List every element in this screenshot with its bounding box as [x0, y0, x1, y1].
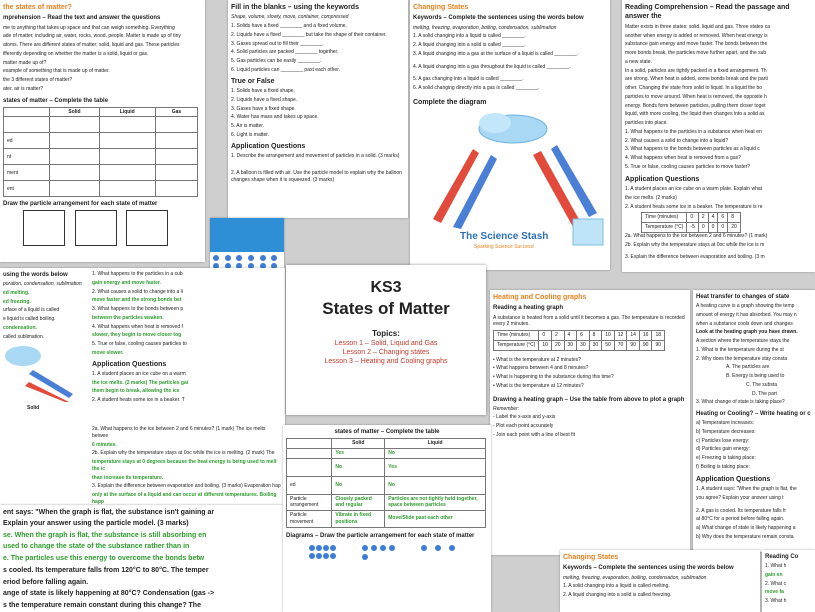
bottom-line: s the temperature remain constant during this change? The — [3, 601, 201, 609]
table-cell: 0 — [708, 223, 718, 233]
table-row-label — [4, 117, 50, 133]
hc-item: e) Freezing is taking place: — [696, 455, 756, 462]
reading-line: another when energy is added or removed. When heat energy is — [625, 32, 768, 39]
table-cell: 2 — [551, 331, 564, 341]
row-solid: No — [332, 476, 385, 494]
table-cell: 8 — [728, 213, 741, 223]
sheet-heading: the states of matter? — [3, 4, 72, 11]
hc-item: c) Particles lose energy: — [696, 437, 750, 444]
tf-item: 6. Light is matter. — [231, 131, 270, 138]
sheet-changing-states — [410, 0, 610, 270]
question: example of something that is made up of matter. — [3, 68, 110, 75]
changing-answer-item: 2. A liquid changing into a solid is called freezing. — [563, 592, 672, 599]
comprehension-heading: mprehension – Read the text and answer the questions — [3, 15, 161, 22]
diagram-box — [23, 210, 65, 246]
reading-line: other. Changing the state from solid to liquid. In a liquid the bo — [625, 85, 763, 92]
text-line: ade of matter, including air, water, rocks, wood, people. Matter is made up of tiny — [3, 33, 181, 40]
reading-more: 2b. Explain why the temperature stays at 0oc while the ice is m — [625, 241, 765, 248]
bottom-line: Explain your answer using the particle model. (3 marks) — [3, 520, 189, 528]
lesson-item: Lesson 3 – Heating and Cooling graphs — [324, 358, 448, 365]
heat-line: 2. Why does the temperature stay consta — [696, 355, 788, 362]
row-solid: Closely packed and regular — [332, 494, 385, 511]
row-label: Particle movement — [287, 511, 332, 528]
heat-line: Look at the heating graph you have drawn. — [696, 329, 798, 336]
fill-item: 6. Liquid particles can ________ past each other. — [231, 66, 340, 73]
answers-app-item: 2. A student heats some ice in a beaker. T — [92, 397, 185, 404]
table-row — [287, 511, 486, 528]
solid-label: Solid — [27, 405, 40, 412]
lesson-item: Lesson 1 – Solid, Liquid and Gas — [334, 340, 438, 347]
sheet-answers-left — [0, 268, 285, 508]
particles-liquid — [359, 542, 398, 563]
table-cell: 30 — [589, 340, 602, 350]
particle-diagrams — [286, 542, 488, 563]
sheet-changing-answers — [560, 550, 760, 612]
bottom-line: se. When the graph is flat, the substance is still absorbing en — [3, 531, 207, 539]
heat-app-item: at 80°C for a period before falling again. — [696, 516, 785, 523]
answer-item: urface of a liquid is called — [3, 307, 60, 314]
water-image — [210, 218, 284, 252]
draw-item: - Plot each point accurately — [493, 423, 554, 430]
brand-logo — [460, 230, 548, 250]
reading-line: are strong. When heat is added, some bonds break and the parti — [625, 76, 768, 83]
table-row-label: nt — [4, 149, 50, 165]
fill-item: 3. Gases spread out to fill their ________. — [231, 40, 324, 47]
row-solid: Vibrate in fixed positions — [332, 511, 385, 528]
heat-app-item: a) What change of state is likely happening a — [696, 525, 796, 532]
table-cell: 8 — [589, 331, 602, 341]
answer-text: move slower. — [92, 349, 124, 356]
reading-line: energy. Bonds form between particles, pulling them closer toget — [625, 102, 766, 109]
app-item: 2. A balloon is filled with air. Use the particle model to explain why the balloon changes shape when it is squeezed. (3 marks) — [231, 169, 402, 183]
fill-item: 4. Solid particles are packed ________ together. — [231, 49, 339, 56]
reading-question: 2. What causes a solid to change into a liquid? — [625, 137, 729, 144]
tf-item: 1. Solids have a fixed shape. — [231, 88, 295, 95]
table-cell: 0 — [698, 223, 708, 233]
table-cell: 90 — [639, 340, 652, 350]
heat-line: 1. What is the temperature during the st — [696, 346, 784, 353]
diagram-heading: Draw the particle arrangement for each state of matter — [3, 201, 158, 208]
fill-heading: Fill in the blanks – using the keywords — [231, 4, 359, 11]
answer-question: 3. What happens to the bonds between p — [92, 306, 184, 312]
answer-item: ed freezing. — [3, 298, 31, 305]
question: ater, air is matter? — [3, 85, 44, 92]
table-cell: 20 — [728, 223, 741, 233]
hc-item: f) Boiling is taking place: — [696, 463, 750, 470]
heat-line: A section where the temperature stays the — [696, 338, 790, 345]
changing-item: 2. A liquid changing into a solid is called ________. — [413, 42, 526, 49]
table-cell: 14 — [627, 331, 640, 341]
brand-name: The Science Stash — [460, 231, 549, 242]
bottom-line: ent says: "When the graph is flat, the substance isn't gaining ar — [3, 509, 215, 516]
table-row-label: ed — [4, 133, 50, 149]
tf-item: 2. Liquids have a fixed shape. — [231, 96, 298, 103]
table-label: Temperature (°C) — [642, 223, 687, 233]
row-label — [287, 458, 332, 476]
answers-app-item: 3. Explain the difference between evaporation and boiling. (3 marks) Evaporation hap — [92, 483, 281, 490]
table-cell: 10 — [539, 340, 552, 350]
table-label: Time (minutes) — [642, 213, 687, 223]
answers-keywords: poration, condensation, sublimation — [3, 281, 82, 288]
reading-question: 3. What happens to the bonds between particles as a liquid c — [625, 146, 760, 153]
text-line: ifferently depending on whether the matter is a solid, liquid or gas. — [3, 50, 149, 57]
title-ks3: KS3 — [370, 279, 402, 296]
text-line: atoms. There are different states of matter; solid, liquid and gas. These particles — [3, 42, 180, 49]
row-liquid: Yes — [385, 458, 486, 476]
ice-temperature-table — [641, 212, 741, 233]
table-row-label: ent — [4, 181, 50, 197]
answers-app-item: 6 minutes. — [92, 441, 117, 448]
changing-title: Changing States — [413, 4, 469, 11]
heating-subheading: Reading a heating graph — [493, 305, 564, 312]
answers-app-item: them begin to break, allowing the ice — [92, 388, 180, 395]
changing-answer-item: 1. A solid changing into a liquid is called melting. — [563, 583, 670, 590]
arrow-down-blue-icon — [453, 155, 497, 229]
reading-more: 2a. What happens to the ice between 2 and 6 minutes? (1 mark) — [625, 232, 768, 239]
changing-states-diagram — [413, 109, 607, 249]
table-cell: 0 — [718, 223, 728, 233]
heat-line: A. The particles are — [726, 364, 770, 371]
heat-app-heading: Application Questions — [696, 475, 771, 483]
sheet-states-of-matter — [0, 0, 205, 262]
sheet-answer-table — [283, 425, 491, 612]
table-cell: 16 — [639, 331, 652, 341]
answer-diagram-heading: Diagrams – Draw the particle arrangement for each state of matter — [286, 532, 475, 539]
table-row-label: ment — [4, 165, 50, 181]
hc-item: a) Temperature increases: — [696, 420, 754, 427]
bottom-line: ange of state is likely happening at 80°C? Condensation (gas -> — [3, 590, 215, 598]
sheet-fill-blanks — [228, 0, 408, 218]
right-bottom-item: 1. What h — [765, 563, 787, 570]
heating-question: • What is the temperature at 2 minutes? — [493, 356, 581, 363]
table-cell: 30 — [577, 340, 590, 350]
table-label: Temperature (°C) — [494, 340, 539, 350]
hc-item: d) Particles gain energy: — [696, 446, 750, 453]
brand-tagline: Sparking Science Success! — [473, 243, 535, 250]
heat-line: B. Energy is being used to — [726, 373, 785, 380]
table-header: Liquid — [385, 439, 486, 449]
right-bottom-item: 2. What c — [765, 580, 787, 587]
table-cell: 0 — [539, 331, 552, 341]
reading-line: In a solid, particles are tightly packed in a fixed arrangement. Th — [625, 67, 767, 74]
diagram-box — [126, 210, 168, 246]
answer-question: 1. What happens to the particles in a sub — [92, 271, 183, 277]
heating-title: Heating and Cooling graphs — [493, 294, 587, 301]
reading-question: 5. True or false, cooling causes particles to move faster? — [625, 163, 751, 170]
tf-item: 3. Gases have a fixed shape. — [231, 105, 296, 112]
row-solid: Yes — [332, 448, 385, 458]
fill-keywords: Shape, volume, slowly, move, container, compressed — [231, 14, 349, 21]
answer-item: e liquid is called boiling. — [3, 316, 56, 323]
changing-item: 3. A liquid changing into a gas at the surface of a liquid is called ________. — [413, 50, 579, 57]
answer-item: called sublimation. — [3, 333, 45, 340]
fill-item: 2. Liquids have a fixed ________ but take the shape of their container. — [231, 31, 387, 38]
bottom-line: used to change the state of the substance rather than in — [3, 543, 190, 551]
row-solid: No — [332, 458, 385, 476]
table-cell: 30 — [564, 340, 577, 350]
row-liquid: Particles are not tightly held together, space between particles — [385, 494, 486, 511]
answer-item: ed melting. — [3, 289, 30, 296]
reading-line: particles to move around. When heat is removed, the opposite h — [625, 93, 767, 100]
lesson-item: Lesson 2 – Changing states — [342, 349, 430, 356]
sheet-reading-comprehension — [622, 0, 815, 272]
reading-app-item: the ice melts. (2 marks) — [625, 194, 677, 201]
right-bottom-item: 3. What h — [765, 598, 787, 605]
heat-line: when a substance cools down and changes — [696, 320, 793, 327]
answers-app-heading: Application Questions — [92, 360, 167, 368]
right-bottom-heading: Reading Co — [765, 554, 799, 560]
table-cell: 12 — [614, 331, 627, 341]
answer-question: 4. What happens when heat is removed f — [92, 323, 183, 330]
table-cell: 18 — [652, 331, 665, 341]
table-cell: 90 — [652, 340, 665, 350]
table-cell: 0 — [687, 213, 698, 223]
topics-label: Topics: — [372, 329, 400, 338]
table-header: Solid — [50, 107, 99, 117]
reading-line: Matter exists in three states: solid, liquid and gas. Three states ca — [625, 23, 770, 30]
table-cell: 2 — [698, 213, 708, 223]
heating-question: • What is happening to the substance during this time? — [493, 374, 614, 381]
heating-table — [493, 330, 665, 351]
row-label: Particle arrangement — [287, 494, 332, 511]
heat-line: amount of energy it has absorbed. You may n — [696, 311, 797, 318]
answers-keywords-col — [3, 271, 91, 414]
heating-question: • What is the temperature at 12 minutes? — [493, 382, 584, 389]
heat-line: C. The substa — [746, 381, 778, 388]
sheet-bottom-left — [0, 505, 283, 612]
right-bottom-item: move fa — [765, 589, 784, 596]
arrow-up-red-icon — [433, 149, 479, 223]
answer-text: slower, they begin to move closer tog — [92, 332, 182, 339]
changing-item: 1. A solid changing into a liquid is called ________. — [413, 33, 526, 40]
cloud-icon — [5, 346, 41, 366]
heat-line: A heating curve is a graph showing the temp — [696, 303, 795, 310]
heat-app-item: 2. A gas is cooled. Its temperature falls fr — [696, 507, 787, 514]
reading-line: a new state. — [625, 58, 652, 65]
sheet-heating-graphs — [490, 290, 690, 555]
table-header: Solid — [332, 439, 385, 449]
reading-line: more bonds break, the particles move further apart, and the sub — [625, 50, 767, 57]
reading-app-item: 1. A student places an ice cube on a warm plate. Explain what — [625, 186, 763, 193]
bottom-line: eriod before falling again. — [3, 578, 89, 586]
tf-heading: True or False — [231, 77, 275, 85]
answer-states-table — [286, 438, 486, 528]
answers-app-item: 2b. Explain why the temperature stays at 0oc while the ice is melting. (2 mark) The — [92, 450, 275, 457]
changing-item: 5. A gas changing into a liquid is called ________. — [413, 76, 524, 83]
states-table — [3, 107, 198, 198]
answers-app-item: 1. A student places an ice cube on a warm — [92, 370, 186, 377]
row-liquid: No — [385, 476, 486, 494]
reading-app-heading: Application Questions — [625, 175, 700, 183]
table-header: Gas — [155, 107, 197, 117]
reading-question: 4. What happens when heat is removed from a gas? — [625, 155, 741, 162]
title-card — [286, 265, 486, 415]
changing-item: 4. A liquid changing into a gas throughout the liquid is called ________. — [413, 63, 571, 70]
changing-answers-heading: Keywords – Complete the sentences using the words below — [563, 565, 734, 572]
table-header: Liquid — [99, 107, 155, 117]
answers-app-item: only at the surface of a liquid and can occur at different temperatures. Boiling happ — [92, 492, 277, 505]
draw-item: - Label the x-axis and y-axis — [493, 414, 556, 421]
table-cell: 20 — [551, 340, 564, 350]
tf-item: 4. Water has mass and takes up space. — [231, 114, 319, 121]
row-label — [287, 448, 332, 458]
table-cell: -5 — [687, 223, 698, 233]
fill-item: 1. Solids have a fixed ________ and a fixed volume. — [231, 23, 347, 30]
changing-answers-keywords: melting, freezing, evaporation, boiling, condensation, sublimation — [563, 574, 707, 581]
particles-gas — [418, 542, 458, 563]
table-cell: 4 — [564, 331, 577, 341]
heat-app-item: you agree? Explain your answer using t — [696, 494, 784, 501]
table-corner — [4, 107, 50, 117]
draw-item: Remember: — [493, 405, 520, 412]
answers-questions-col — [92, 271, 282, 406]
table-row — [287, 494, 486, 511]
changing-item: 6. A solid changing directly into a gas is called ________. — [413, 85, 540, 92]
heat-line: D. The part — [752, 390, 777, 397]
heating-intro: A substance is heated from a solid until it becomes a gas. The temperature is recorded every 2 minutes. — [493, 314, 685, 328]
bottom-line: s cooled. Its temperature falls from 120°C to 80°C. The temper — [3, 567, 209, 575]
draw-item: - Join each point with a line of best fit — [493, 431, 575, 438]
answers-app-item: temperature stays at 0 degrees because the heat energy is being used to melt the ic — [92, 459, 277, 472]
fill-item: 5. Gas particles can be easily ________. — [231, 58, 322, 65]
arrow-right-blue-icon — [551, 145, 597, 217]
app-item: 1. Describe the arrangement and movement of particles in a solid. (3 marks) — [231, 153, 400, 160]
changing-keywords-heading: Keywords – Complete the sentences using the words below — [413, 15, 584, 22]
table-cell: 6 — [577, 331, 590, 341]
table-label: Time (minutes) — [494, 331, 539, 341]
table-cell: 4 — [708, 213, 718, 223]
reading-more: 3. Explain the difference between evaporation and boiling. (3 m — [625, 254, 765, 261]
table-row — [287, 458, 486, 476]
text-line: me to anything that takes up space and that can weigh something. Everything — [3, 24, 175, 31]
heat-heading: Heat transfer to changes of state — [696, 294, 790, 300]
answer-text: between the particles weaken. — [92, 314, 164, 321]
answer-text: move faster and the strong bonds bet — [92, 297, 182, 304]
table-row — [287, 476, 486, 494]
heat-line: 3. What change of state is taking place? — [696, 399, 785, 406]
table-cell: 10 — [602, 331, 615, 341]
heat-app-item: 1. A student says: "When the graph is flat, the — [696, 486, 797, 493]
bottom-line: e. The particles use this energy to overcome the bonds betw — [3, 554, 205, 562]
table-cell: 90 — [627, 340, 640, 350]
ice-cube-icon — [573, 219, 603, 245]
changing-keywords: melting, freezing, evaporation, boiling, condensation, sublimation — [413, 24, 557, 31]
cloud-icon — [479, 113, 511, 133]
answer-question: 2. What causes a solid to change into a li — [92, 288, 183, 295]
particles-solid — [306, 542, 339, 563]
hc-heading: Heating or Cooling? – Write heating or c — [696, 411, 811, 418]
diagram-heading: Complete the diagram — [413, 98, 487, 106]
diagram-boxes — [3, 210, 202, 249]
right-bottom-item: gain en — [765, 571, 783, 578]
changing-states-mini-diagram — [3, 342, 83, 402]
row-label: ed — [287, 476, 332, 494]
table-cell: 70 — [614, 340, 627, 350]
table-heading: states of matter – Complete the table — [3, 97, 109, 104]
table-header — [287, 439, 332, 449]
row-liquid: No — [385, 448, 486, 458]
answers-app-item: than increase its temperature. — [92, 474, 164, 481]
hc-item: b) Temperature decreases: — [696, 428, 756, 435]
answers-heading: using the words below — [3, 272, 68, 278]
row-liquid: Move/Slide past each other — [385, 511, 486, 528]
answer-question: 5. True or false, cooling causes particles to — [92, 341, 187, 347]
answer-item: condensation. — [3, 324, 37, 331]
app-heading: Application Questions — [231, 142, 306, 150]
title-main: States of Matter — [322, 299, 450, 318]
reading-question: 1. What happens to the particles in a substance when heat en — [625, 128, 762, 135]
table-row — [287, 448, 486, 458]
sheet-heat-transfer — [693, 290, 815, 552]
heating-question: • What happens between 4 and 8 minutes? — [493, 365, 589, 372]
answers-app-item: the ice melts. (2 marks) The particles gai — [92, 379, 189, 386]
diagram-box — [75, 210, 117, 246]
reading-line: liquid, with more cooling, the liquid then changes into a solid as — [625, 111, 765, 118]
question: the 3 different states of matter? — [3, 77, 73, 84]
question: matter made up of? — [3, 59, 47, 66]
draw-heading: Drawing a heating graph – Use the table from above to plot a graph — [493, 396, 685, 403]
answers-long-col — [92, 426, 282, 508]
reading-line: substance gain energy and move faster. The bonds between the — [625, 41, 768, 48]
reading-app-item: 2. A student heats some ice in a beaker. The temperature is re — [625, 203, 763, 210]
table-cell: 50 — [602, 340, 615, 350]
tf-item: 5. Air is matter. — [231, 123, 265, 130]
reading-line: particles into place. — [625, 120, 668, 127]
answers-app-item: 2a. What happens to the ice between 2 and 6 minutes? (1 mark) The ice melts betwee — [92, 426, 266, 439]
heat-app-item: b) Why does the temperature remain consta — [696, 533, 794, 540]
answer-text: gain energy and move faster. — [92, 279, 161, 286]
answer-table-heading: states of matter – Complete the table — [334, 429, 440, 435]
reading-heading: Reading Comprehension – Read the passage and answer the — [625, 4, 790, 21]
changing-answers-title: Changing States — [563, 554, 619, 561]
table-cell: 6 — [718, 213, 728, 223]
sheet-right-bottom — [762, 550, 815, 612]
